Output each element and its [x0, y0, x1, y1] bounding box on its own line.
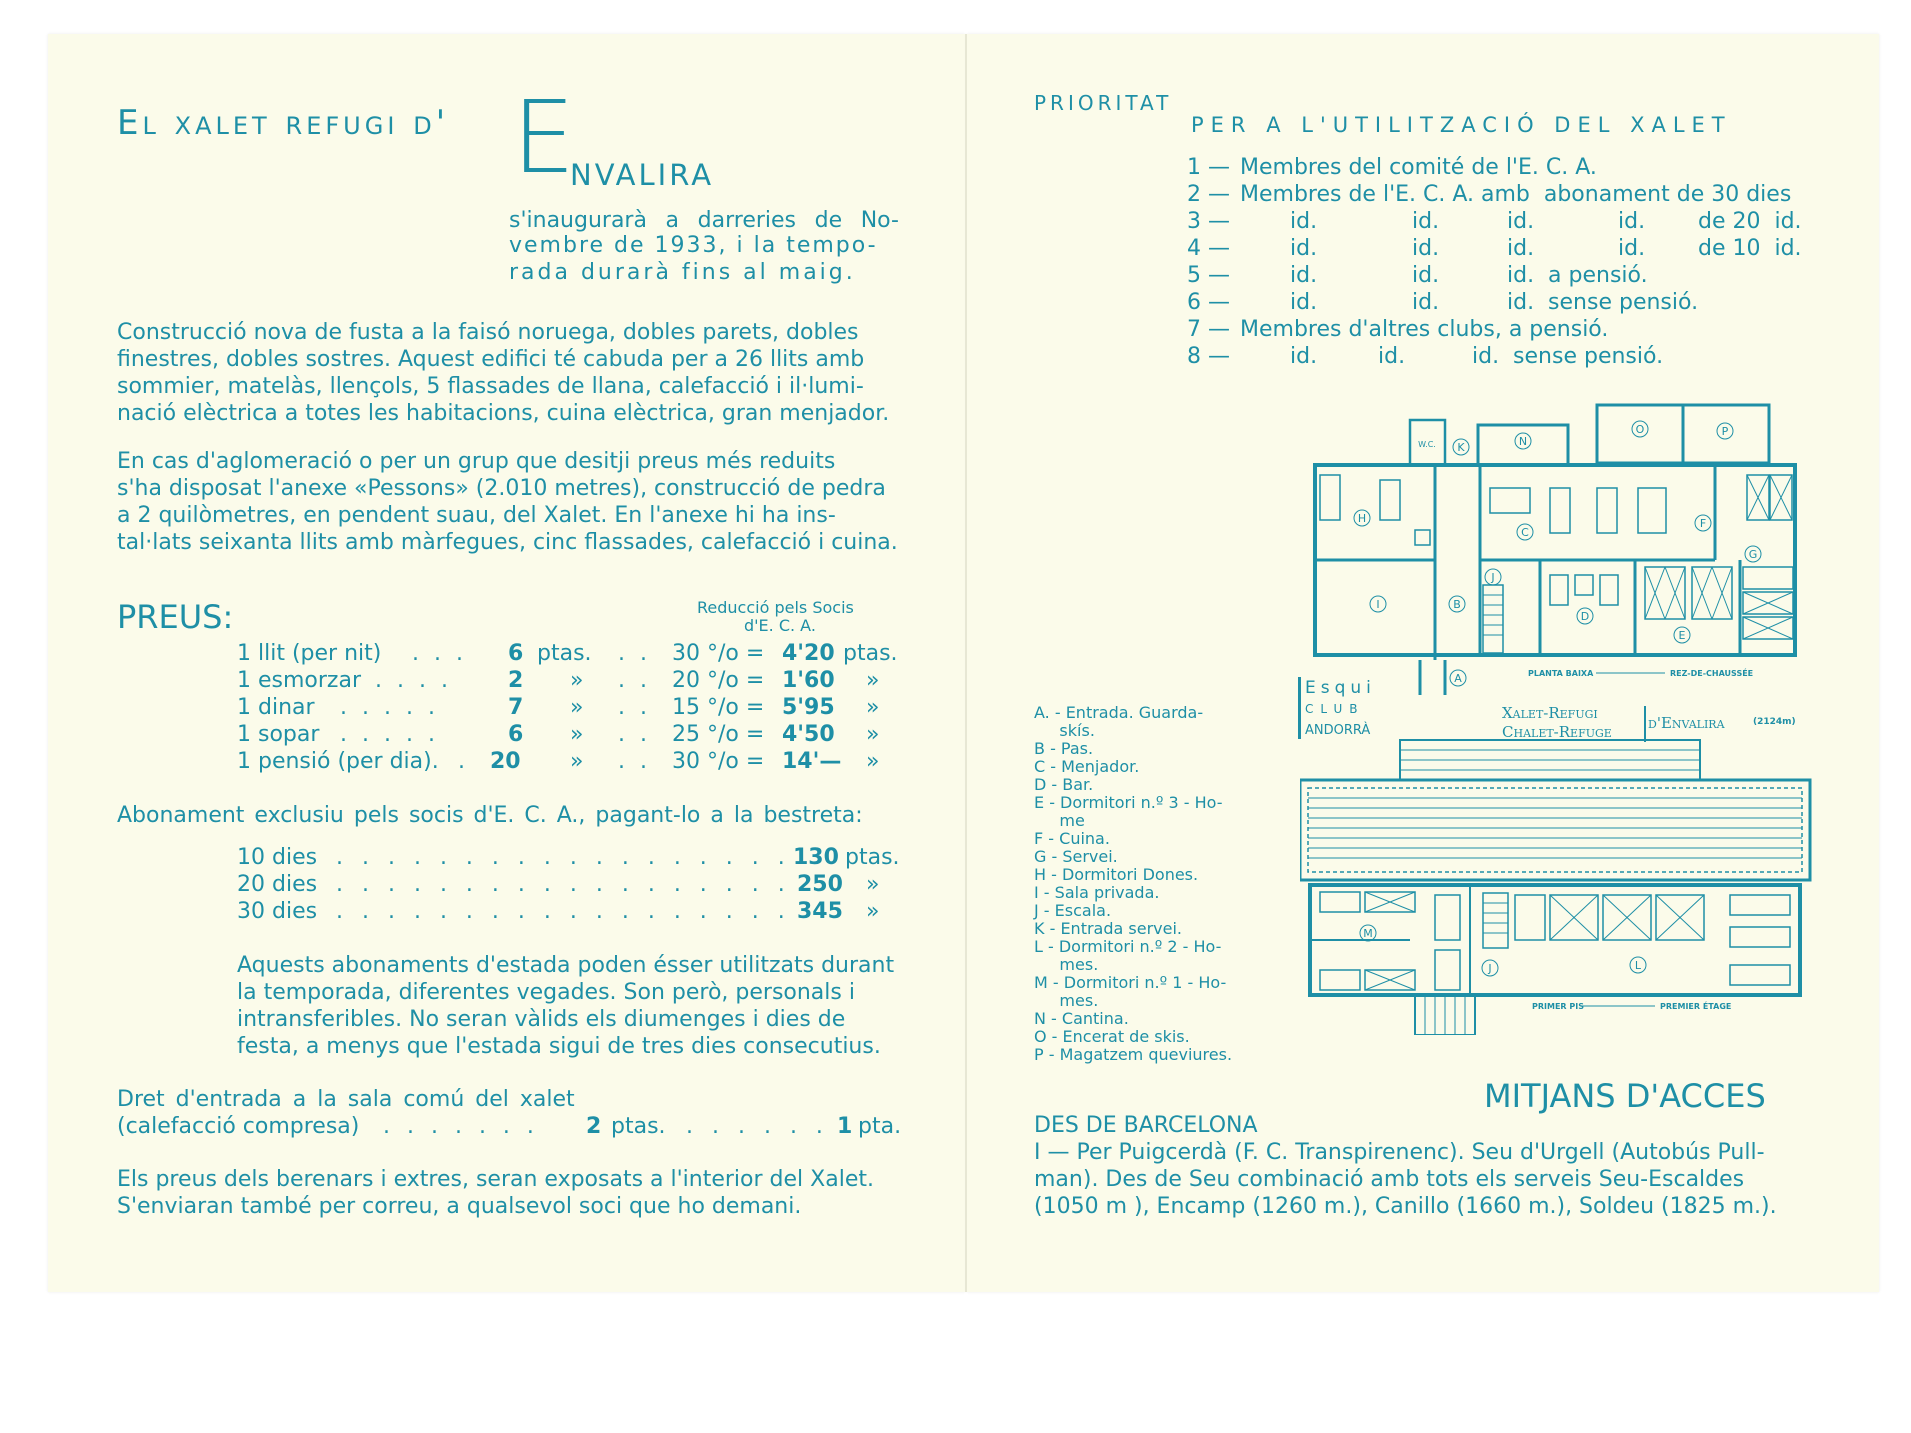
price-unit: »: [866, 749, 880, 774]
room-letter: M: [1363, 927, 1373, 940]
legend-item: mes.: [1034, 955, 1099, 974]
legend-item: E - Dormitori n.º 3 - Ho-: [1034, 793, 1223, 812]
price-dots: . .: [618, 641, 651, 666]
legend-item: D - Bar.: [1034, 775, 1094, 794]
price-value: 6: [508, 722, 524, 747]
entry-price: 1: [837, 1114, 853, 1139]
priority-text: Membres de l'E. C. A. amb abonament de 30 dies: [1240, 182, 1792, 207]
subscription-unit: ptas.: [845, 845, 900, 870]
plan-altitude: (2124m): [1753, 717, 1796, 727]
prices-title: PREUS:: [117, 598, 234, 636]
paragraph-line: s'ha disposat l'anexe «Pessons» (2.010 metres), construcció de pedra: [117, 476, 886, 501]
room-letter: I: [1376, 598, 1380, 611]
price-value: 7: [508, 695, 524, 720]
subscription-unit: »: [866, 872, 880, 897]
room-letter: K: [1457, 441, 1465, 454]
room-letter: G: [1748, 548, 1758, 561]
legend-item: G - Servei.: [1034, 847, 1118, 866]
price-reduced: 5'95: [782, 695, 835, 720]
plan-caption-line: Xalet-Refugi: [1502, 704, 1598, 722]
legend-item: L - Dormitori n.º 2 - Ho-: [1034, 937, 1222, 956]
price-dots: . . . . .: [340, 722, 439, 747]
access-subtitle: DES DE BARCELONA: [1034, 1113, 1258, 1138]
paragraph-line: S'enviaran també per correu, a qualsevol soci que ho demani.: [117, 1194, 802, 1219]
priority-col: id.: [1618, 209, 1646, 234]
priority-number: 3 —: [1187, 209, 1230, 234]
wc-label: W.C.: [1418, 440, 1436, 449]
legend-item: C - Menjador.: [1034, 757, 1140, 776]
priority-col: id.: [1412, 263, 1440, 288]
price-dots: . .: [618, 668, 651, 693]
entry-dots: . . . . . .: [686, 1114, 829, 1139]
price-percent: 15 °/o =: [672, 695, 765, 720]
price-unit: ptas.: [843, 641, 898, 666]
paragraph-line: intransferibles. No seran vàlids els diumenges i dies de: [237, 1007, 846, 1032]
paragraph-line: a 2 quilòmetres, en pendent suau, del Xalet. En l'anexe hi ha ins-: [117, 503, 836, 528]
subscription-dots: . . . . . . . . . . . . . . . . . .: [336, 872, 791, 897]
room-letter: H: [1357, 512, 1367, 525]
room-letter: D: [1580, 610, 1590, 623]
room-letter: C: [1521, 526, 1529, 539]
entry-line: Dret d'entrada a la sala comú del xalet: [117, 1087, 575, 1112]
priority-col: id.: [1412, 290, 1440, 315]
first-floor-label-fr: PREMIER ÉTAGE: [1660, 1002, 1732, 1011]
legend-item: skís.: [1034, 721, 1095, 740]
legend-item: B - Pas.: [1034, 739, 1094, 758]
priority-number: 1 —: [1187, 155, 1230, 180]
priority-subtitle: PER A L'UTILITZACIÓ DEL XALET: [1191, 113, 1732, 137]
priority-col: de 10 id.: [1698, 236, 1802, 261]
price-unit: »: [570, 668, 584, 693]
entry-dots: . . . . . . .: [383, 1114, 539, 1139]
plan-caption-bar: [1644, 706, 1646, 742]
club-logo-line: Esqui: [1305, 678, 1376, 698]
room-letter: L: [1634, 959, 1642, 972]
reduction-header: Reducció pels Socis: [697, 598, 854, 617]
title-part1: El xalet refugi d': [117, 103, 450, 143]
priority-col: id.: [1618, 236, 1646, 261]
ground-floor-labels: [1354, 421, 1761, 686]
ground-floor-caption: [1528, 667, 1753, 678]
priority-text: Membres del comité de l'E. C. A.: [1240, 155, 1597, 180]
priority-col: id. sense pensió.: [1472, 344, 1664, 369]
paragraph-line: nació elèctrica a totes les habitacions, cuina elèctrica, gran menjador.: [117, 401, 890, 426]
paragraph-line: I — Per Puigcerdà (F. C. Transpirenenc). Seu d'Urgell (Autobús Pull-: [1034, 1140, 1765, 1165]
priority-text: Membres d'altres clubs, a pensió.: [1240, 317, 1609, 342]
price-reduced: 14'—: [782, 749, 842, 774]
price-dots: . .: [618, 749, 651, 774]
priority-number: 6 —: [1187, 290, 1230, 315]
intro-line: s'inaugurarà a darreries de No-: [509, 208, 899, 233]
legend-item: mes.: [1034, 991, 1099, 1010]
priority-number: 4 —: [1187, 236, 1230, 261]
title-part2: NVALIRA: [570, 158, 715, 192]
first-floor-caption: [1532, 1000, 1731, 1011]
priority-col: id.: [1290, 209, 1318, 234]
room-letter: P: [1721, 425, 1729, 438]
entry-price: 2: [586, 1114, 602, 1139]
room-letter: F: [1699, 517, 1707, 530]
price-value: 2: [508, 668, 524, 693]
price-unit: ptas.: [537, 641, 592, 666]
room-letter: A: [1454, 672, 1462, 685]
price-value: 6: [508, 641, 524, 666]
ground-floor-label: PLANTA BAIXA: [1528, 669, 1594, 678]
access-title: MITJANS D'ACCES: [1484, 1077, 1766, 1115]
price-reduced: 4'50: [782, 722, 835, 747]
price-unit: »: [570, 695, 584, 720]
price-item: 1 esmorzar: [237, 668, 361, 693]
subscription-unit: »: [866, 899, 880, 924]
price-percent: 30 °/o =: [672, 749, 765, 774]
room-letter: B: [1453, 598, 1461, 611]
priority-col: id.: [1507, 236, 1535, 261]
subscription-value: 130: [793, 845, 839, 870]
priority-col: id. sense pensió.: [1507, 290, 1699, 315]
priority-number: 2 —: [1187, 182, 1230, 207]
price-reduced: 1'60: [782, 668, 835, 693]
club-logo-line: ANDORRÀ: [1305, 723, 1371, 738]
paragraph-line: Els preus dels berenars i extres, seran exposats a l'interior del Xalet.: [117, 1167, 874, 1192]
room-letter: J: [1488, 962, 1492, 975]
paragraph-line: Aquests abonaments d'estada poden ésser utilitzats durant: [237, 953, 895, 978]
priority-col: id.: [1507, 209, 1535, 234]
priority-col: id.: [1290, 344, 1318, 369]
ground-floor-label-fr: REZ-DE-CHAUSSÉE: [1670, 669, 1754, 678]
paragraph-line: man). Des de Seu combinació amb tots els serveis Seu-Escaldes: [1034, 1167, 1745, 1192]
subscription-label: 30 dies: [237, 899, 318, 924]
plan-caption-line: d'Envalira: [1648, 714, 1725, 732]
priority-col: id. a pensió.: [1507, 263, 1648, 288]
entry-unit: ptas.: [611, 1114, 666, 1139]
first-floor-plan: [1300, 740, 1810, 1035]
priority-col: de 20 id.: [1698, 209, 1802, 234]
priority-col: id.: [1290, 263, 1318, 288]
paragraph-line: finestres, dobles sostres. Aquest edifici té cabuda per a 26 llits amb: [117, 347, 865, 372]
room-letter: O: [1635, 423, 1645, 436]
price-value: 20: [490, 749, 521, 774]
paragraph-line: sommier, matelàs, llençols, 5 flassades de llana, calefacció i il·lumi-: [117, 374, 864, 399]
priority-title: PRIORITAT: [1034, 91, 1173, 115]
paragraph-line: (1050 m ), Encamp (1260 m.), Canillo (1660 m.), Soldeu (1825 m.).: [1034, 1194, 1777, 1219]
price-unit: »: [866, 668, 880, 693]
paragraph-line: En cas d'aglomeració o per un grup que desitji preus més reduits: [117, 449, 836, 474]
price-percent: 25 °/o =: [672, 722, 765, 747]
legend-item: me: [1034, 811, 1085, 830]
priority-col: id.: [1290, 236, 1318, 261]
legend-item: A. - Entrada. Guarda-: [1034, 703, 1204, 722]
room-letter: N: [1518, 435, 1528, 448]
intro-line: vembre de 1933, i la tempo-: [509, 233, 878, 258]
subscription-label: 20 dies: [237, 872, 318, 897]
reduction-header: d'E. C. A.: [744, 616, 816, 635]
paragraph-line: tal·lats seixanta llits amb màrfegues, cinc flassades, calefacció i cuina.: [117, 530, 898, 555]
price-unit: »: [570, 749, 584, 774]
legend-item: J - Escala.: [1034, 901, 1112, 920]
plan-caption-line: Chalet-Refuge: [1502, 723, 1612, 741]
price-unit: »: [866, 695, 880, 720]
subscription-title: Abonament exclusiu pels socis d'E. C. A., pagant-lo a la bestreta:: [117, 803, 863, 828]
club-logo-line: CLUB: [1305, 702, 1365, 716]
subscription-label: 10 dies: [237, 845, 318, 870]
price-item: 1 pensió (per dia).: [237, 749, 439, 774]
first-floor-label: PRIMER PIS: [1532, 1002, 1584, 1011]
price-reduced: 4'20: [782, 641, 835, 666]
room-letter: E: [1678, 629, 1686, 642]
priority-number: 5 —: [1187, 263, 1230, 288]
price-dots: . .: [618, 722, 651, 747]
price-item: 1 llit (per nit): [237, 641, 382, 666]
price-item: 1 sopar: [237, 722, 320, 747]
legend-item: H - Dormitori Dones.: [1034, 865, 1199, 884]
price-dots: . . . . .: [340, 695, 439, 720]
subscription-value: 250: [797, 872, 843, 897]
priority-number: 8 —: [1187, 344, 1230, 369]
legend-item: P - Magatzem queviures.: [1034, 1045, 1233, 1064]
price-percent: 20 °/o =: [672, 668, 765, 693]
price-dots: .: [458, 749, 465, 774]
subscription-value: 345: [797, 899, 843, 924]
room-letter: J: [1491, 571, 1495, 584]
plan-legend: [1034, 704, 1232, 1064]
price-unit: »: [570, 722, 584, 747]
price-dots: . . .: [412, 641, 467, 666]
priority-col: id.: [1378, 344, 1406, 369]
price-item: 1 dinar: [237, 695, 315, 720]
paragraph-line: la temporada, diferentes vegades. Son però, personals i: [237, 980, 855, 1005]
paragraph-line: festa, a menys que l'estada sigui de tres dies consecutius.: [237, 1034, 881, 1059]
price-percent: 30 °/o =: [672, 641, 765, 666]
legend-item: M - Dormitori n.º 1 - Ho-: [1034, 973, 1227, 992]
entry-unit: pta.: [858, 1114, 902, 1139]
priority-number: 7 —: [1187, 317, 1230, 342]
intro-line: rada durarà fins al maig.: [509, 260, 856, 285]
ground-floor-plan: [1315, 405, 1795, 695]
page-fold: [965, 34, 967, 1292]
legend-item: O - Encerat de skis.: [1034, 1027, 1190, 1046]
entry-label: (calefacció compresa): [117, 1114, 360, 1139]
club-logo-bar: [1298, 677, 1301, 739]
legend-item: I - Sala privada.: [1034, 883, 1160, 902]
priority-col: id.: [1412, 209, 1440, 234]
priority-col: id.: [1412, 236, 1440, 261]
paragraph-line: Construcció nova de fusta a la faisó noruega, dobles parets, dobles: [117, 320, 859, 345]
legend-item: K - Entrada servei.: [1034, 919, 1182, 938]
legend-item: F - Cuina.: [1034, 829, 1110, 848]
priority-col: id.: [1290, 290, 1318, 315]
price-dots: . . . .: [375, 668, 452, 693]
legend-item: N - Cantina.: [1034, 1009, 1129, 1028]
title-big-letter: E: [512, 79, 576, 196]
price-dots: . .: [618, 695, 651, 720]
price-unit: »: [866, 722, 880, 747]
subscription-dots: . . . . . . . . . . . . . . . . . .: [336, 845, 791, 870]
subscription-dots: . . . . . . . . . . . . . . . . . .: [336, 899, 791, 924]
